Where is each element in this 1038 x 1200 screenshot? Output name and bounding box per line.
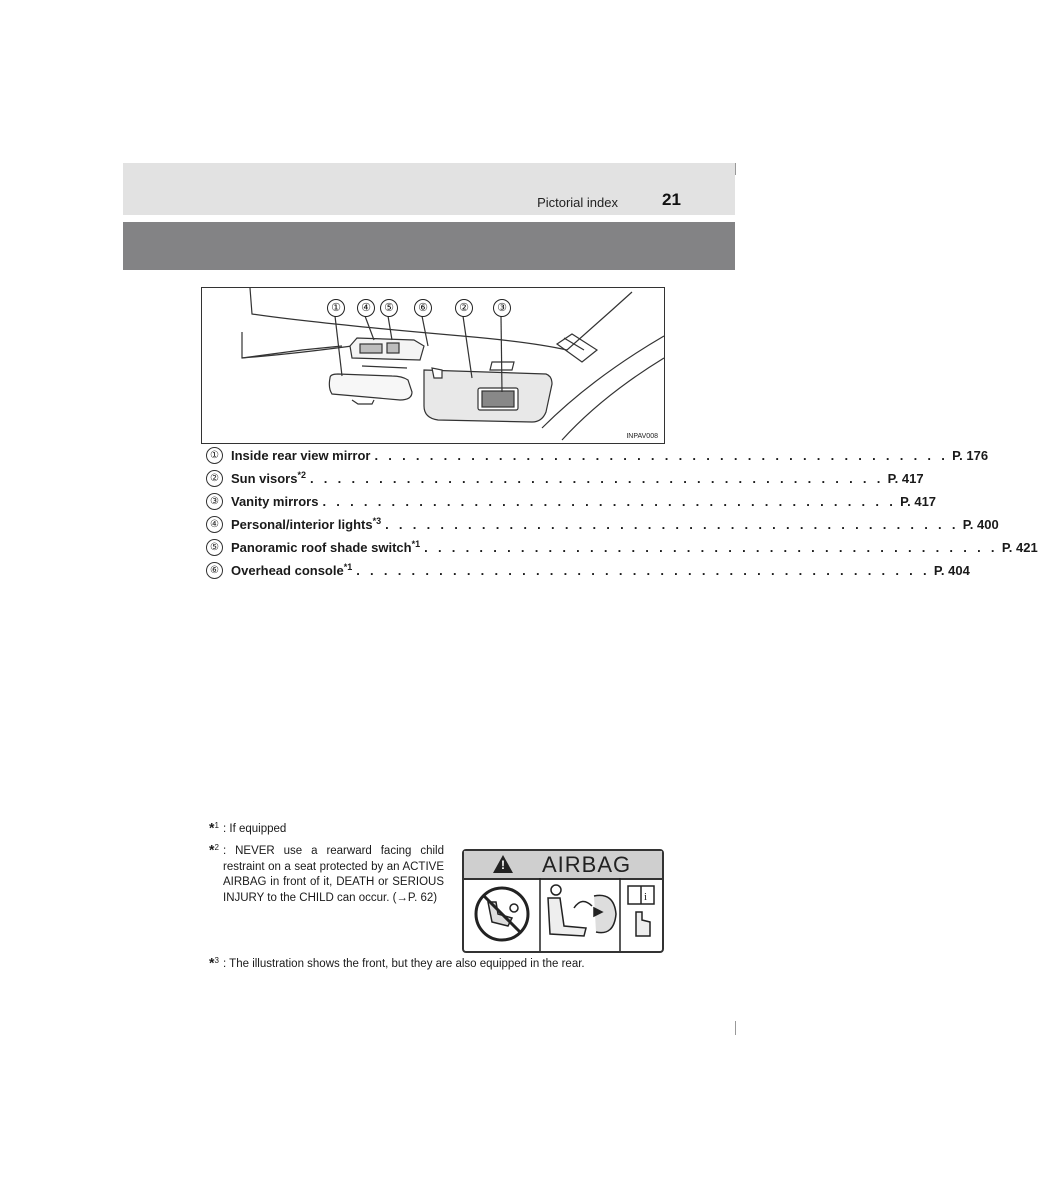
footnote-text: : NEVER use a rearward facing child restraint on a seat protected by an ACTIVE AIRBAG in front of it, DEATH or SERIOUS INJURY to the CHILD can occur. (→P. 62)	[223, 845, 444, 904]
footnote-mark: *$^2$	[209, 841, 219, 858]
index-number: ①	[206, 447, 223, 464]
page-edge-tick	[735, 1021, 736, 1035]
overhead-line-drawing	[202, 288, 664, 443]
index-label: Inside rear view mirror	[231, 448, 371, 463]
index-item[interactable]	[206, 467, 924, 490]
index-label: Sun visors$^{*2}$	[231, 470, 306, 486]
index-label: Personal/interior lights$^{*3}$	[231, 516, 382, 532]
index-page-ref[interactable]: P. 404	[933, 563, 970, 578]
callout-5: ⑤	[380, 299, 398, 317]
footnote-mark: *$^3$	[209, 954, 219, 971]
index-page-ref[interactable]: P. 176	[952, 448, 989, 463]
overhead-illustration	[201, 287, 665, 444]
svg-text:i: i	[644, 891, 648, 903]
footnote-3	[209, 953, 629, 973]
airbag-pictograms	[464, 878, 662, 951]
footnote-mark: *$^1$	[209, 819, 219, 836]
index-number: ②	[206, 470, 223, 487]
footnote-text: : If equipped	[223, 823, 287, 835]
callout-3: ③	[493, 299, 511, 317]
leader-dots: . . . . . . . . . . . . . . . . . . . . . . . . . . . . . . . . . . . . . . . . . .	[309, 471, 884, 486]
index-label: Overhead console$^{*1}$	[231, 562, 353, 578]
index-item[interactable]	[206, 559, 970, 582]
leader-dots: . . . . . . . . . . . . . . . . . . . . . . . . . . . . . . . . . . . . . . . . . .	[356, 563, 930, 578]
section-band	[123, 222, 735, 270]
index-item[interactable]	[206, 444, 989, 467]
index-page-ref[interactable]: P. 417	[900, 494, 937, 509]
leader-dots: . . . . . . . . . . . . . . . . . . . . . . . . . . . . . . . . . . . . . . . . . .	[374, 448, 949, 463]
airbag-label-header	[464, 851, 662, 880]
callout-2: ②	[455, 299, 473, 317]
airbag-title: AIRBAG	[542, 852, 632, 877]
index-item[interactable]	[206, 536, 1038, 559]
airbag-warning-label	[462, 849, 664, 953]
leader-dots: . . . . . . . . . . . . . . . . . . . . . . . . . . . . . . . . . . . . . . . . . .	[424, 540, 998, 555]
index-page-ref[interactable]: P. 421	[1001, 540, 1038, 555]
footnote-2	[209, 840, 444, 906]
callout-6: ⑥	[414, 299, 432, 317]
index-label: Panoramic roof shade switch$^{*1}$	[231, 539, 421, 555]
index-page-ref[interactable]: P. 400	[962, 517, 999, 532]
footnote-1	[209, 818, 509, 838]
page-number: 21	[662, 190, 681, 209]
callout-4: ④	[357, 299, 375, 317]
callout-1: ①	[327, 299, 345, 317]
index-number: ⑤	[206, 539, 223, 556]
index-item[interactable]	[206, 513, 999, 536]
header-band	[123, 163, 735, 215]
index-number: ③	[206, 493, 223, 510]
index-item[interactable]	[206, 490, 937, 513]
footnote-text: : The illustration shows the front, but they are also equipped in the rear.	[223, 958, 585, 970]
index-number: ④	[206, 516, 223, 533]
header-edge-line	[735, 163, 736, 175]
index-label: Vanity mirrors	[231, 494, 319, 509]
figure-code: INPAV008	[626, 433, 658, 440]
leader-dots: . . . . . . . . . . . . . . . . . . . . . . . . . . . . . . . . . . . . . . . . . .	[385, 517, 959, 532]
index-page-ref[interactable]: P. 417	[887, 471, 924, 486]
index-number: ⑥	[206, 562, 223, 579]
section-title: Pictorial index	[537, 195, 618, 210]
leader-dots: . . . . . . . . . . . . . . . . . . . . . . . . . . . . . . . . . . . . . . . . . .	[322, 494, 897, 509]
pictorial-index-list	[206, 444, 1038, 582]
warning-exclamation: !	[501, 858, 505, 872]
